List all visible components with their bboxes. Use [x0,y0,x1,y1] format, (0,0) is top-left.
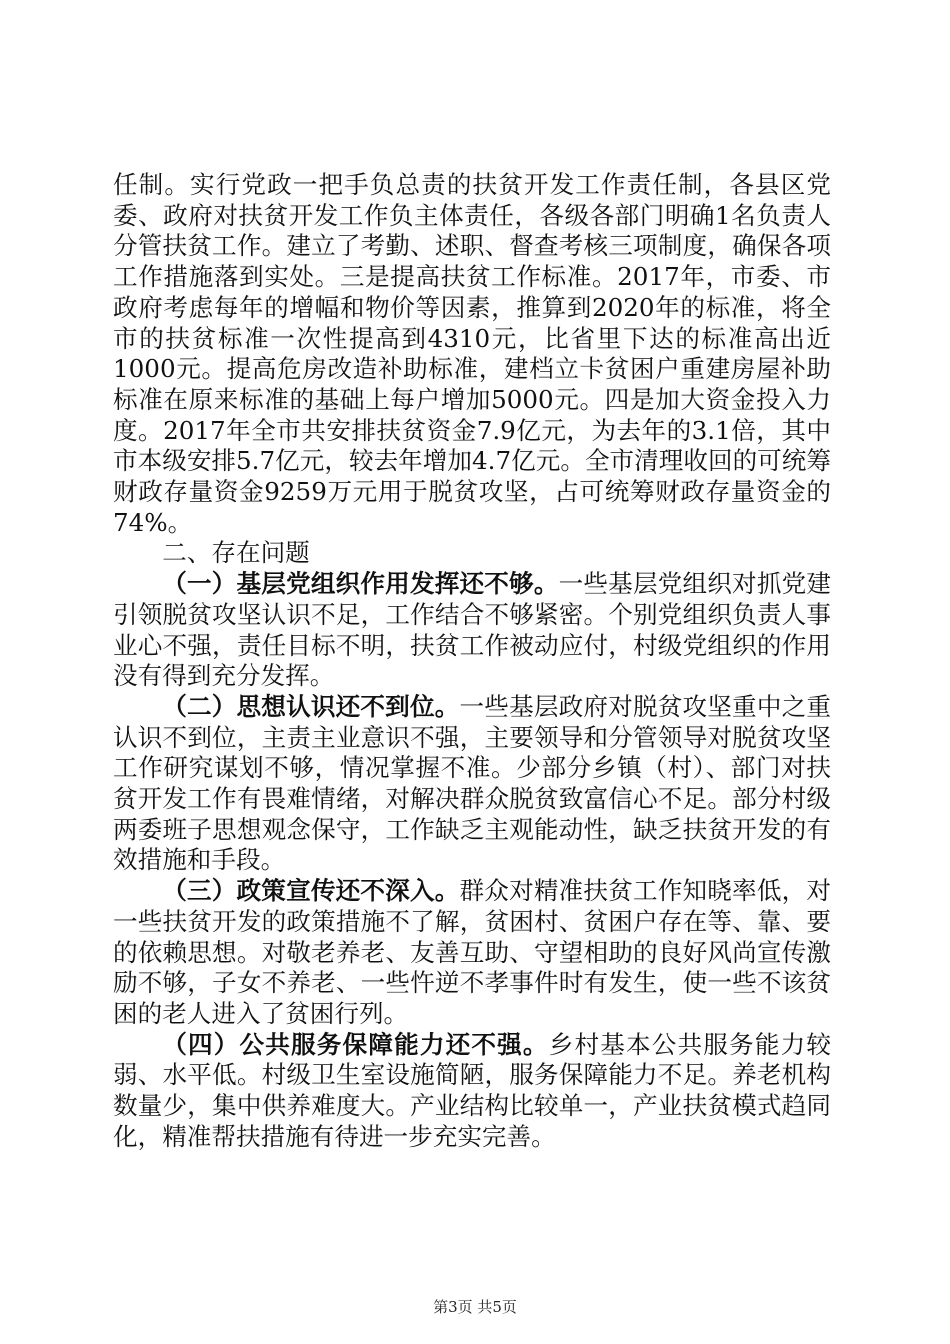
problem-paragraph [113,876,831,1030]
problem-paragraph [113,1030,831,1153]
problem-text: 群众对精准扶贫工作知晓率低，对一些扶贫开发的政策措施不了解，贫困村、贫困户存在等、靠、要的依赖思想。对敬老养老、友善互助、守望相助的良好风尚宣传激励不够，子女不养老、一些忤逆不孝事件时有发生，使一些不该贫困的老人进入了贫困行列。 [113,876,831,1028]
problem-text: 乡村基本公共服务能力较弱、水平低。村级卫生室设施简陋，服务保障能力不足。养老机构数量少，集中供养难度大。产业结构比较单一，产业扶贫模式趋同化，精准帮扶措施有待进一步充实完善。 [113,1029,831,1151]
page-number-footer: 第3页 共5页 [433,1298,517,1316]
section-heading: 二、存在问题 [162,538,310,568]
problem-heading: （一）基层党组织作用发挥还不够。 [162,569,559,599]
problem-paragraph [113,569,831,692]
problem-heading: （三）政策宣传还不深入。 [162,876,460,906]
problem-text: 一些基层政府对脱贫攻坚重中之重认识不到位，主责主业意识不强，主要领导和分管领导对脱贫攻坚工作研究谋划不够，情况掌握不准。少部分乡镇（村）、部门对扶贫开发工作有畏难情绪，对解决群众脱贫致富信心不足。部分村级两委班子思想观念保守，工作缺乏主观能动性，缺乏扶贫开发的有效措施和手段。 [113,691,831,875]
problem-heading: （四）公共服务保障能力还不强。 [162,1029,549,1059]
problem-text: 一些基层党组织对抓党建引领脱贫攻坚认识不足，工作结合不够紧密。个别党组织负责人事业心不强，责任目标不明，扶贫工作被动应付，村级党组织的作用没有得到充分发挥。 [113,569,831,691]
problem-heading: （二）思想认识还不到位。 [162,691,460,721]
problem-paragraph [113,692,831,876]
intro-paragraph: 任制。实行党政一把手负总责的扶贫开发工作责任制，各县区党委、政府对扶贫开发工作负主体责任，各级各部门明确1名负责人分管扶贫工作。建立了考勤、述职、督查考核三项制度，确保各项工作措施落到实处。三是提高扶贫工作标准。2017年，市委、市政府考虑每年的增幅和物价等因素，推算到2020年的标准，将全市的扶贫标准一次性提高到4310元，比省里下达的标准高出近1000元。提高危房改造补助标准，建档立卡贫困户重建房屋补助标准在原来标准的基础上每户增加5000元。四是加大资金投入力度。2017年全市共安排扶贫资金7.9亿元，为去年的3.1倍，其中市本级安排5.7亿元，较去年增加4.7亿元。全市清理收回的可统筹财政存量资金9259万元用于脱贫攻坚，占可统筹财政存量资金的74%。 [113,170,831,537]
document-body [113,170,831,1153]
